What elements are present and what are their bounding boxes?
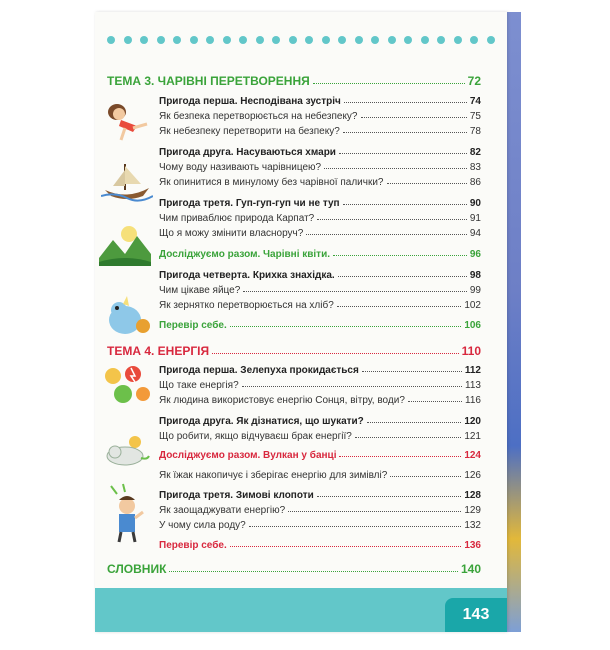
toc-leader-dots <box>355 430 462 438</box>
toc-page-number: 94 <box>469 228 481 239</box>
toc-page-number: 136 <box>464 540 481 551</box>
toc-entry[interactable] <box>159 198 481 213</box>
toc-entry[interactable] <box>159 213 481 228</box>
toc-entry[interactable] <box>159 505 481 520</box>
toc-title: Що робити, якщо відчуваєш брак енергії? <box>159 431 352 442</box>
toc-entry-check[interactable] <box>159 540 481 555</box>
energy-balls-illustration <box>101 364 153 410</box>
toc-entry[interactable] <box>159 270 481 285</box>
dragon-with-egg-illustration <box>103 292 153 338</box>
toc-title: Як безпека перетворюється на небезпеку? <box>159 111 358 122</box>
toc-title: Як небезпеку перетворити на безпеку? <box>159 126 340 137</box>
toc-page-number: 110 <box>461 344 481 358</box>
toc-title: У чому сила роду? <box>159 520 246 531</box>
toc-entry[interactable] <box>159 300 481 315</box>
toc-page-number: 74 <box>469 96 481 107</box>
toc-entry[interactable] <box>159 520 481 535</box>
toc-title: Пригода перша. Несподівана зустріч <box>159 96 341 107</box>
toc-leader-dots <box>249 519 462 527</box>
toc-page-number: 132 <box>464 520 481 531</box>
toc-entry[interactable] <box>159 228 481 243</box>
toc-leader-dots <box>306 227 467 235</box>
toc-page-number: 86 <box>469 177 481 188</box>
toc-page-number: 126 <box>464 470 481 481</box>
toc-title: СЛОВНИК <box>107 562 167 576</box>
toc-leader-dots <box>339 449 461 457</box>
toc-entry[interactable] <box>159 285 481 300</box>
girl-running-illustration <box>103 98 151 142</box>
toc-leader-dots <box>324 161 467 169</box>
toc-entry[interactable] <box>159 470 481 485</box>
toc-title: Досліджуємо разом. Чарівні квіти. <box>159 249 331 260</box>
toc-leader-dots <box>390 469 461 477</box>
toc-title: ТЕМА 4. ЕНЕРГІЯ <box>107 344 210 358</box>
toc-topic-4[interactable] <box>107 344 481 362</box>
toc-title: ТЕМА 3. ЧАРІВНІ ПЕРЕТВОРЕННЯ <box>107 74 310 88</box>
toc-title: Як зернятко перетворюється на хліб? <box>159 300 334 311</box>
decorative-dots-row <box>107 36 495 48</box>
toc-page-number: 90 <box>469 198 481 209</box>
toc-entry[interactable] <box>159 490 481 505</box>
sailing-ship-illustration <box>101 160 153 202</box>
boy-thinking-illustration <box>107 482 151 544</box>
toc-entry-explore[interactable] <box>159 450 481 465</box>
toc-entry[interactable] <box>159 126 481 141</box>
toc-title: Пригода четверта. Крихка знахідка. <box>159 270 335 281</box>
toc-title: Пригода друга. Як дізнатися, що шукати? <box>159 416 364 427</box>
book-edge-strip <box>507 12 521 632</box>
toc-page-number: 128 <box>464 490 481 501</box>
toc-page-number: 140 <box>460 562 481 576</box>
toc-page-number: 116 <box>465 395 481 406</box>
toc-page-number: 75 <box>469 111 481 122</box>
toc-title: Перевір себе. <box>159 320 227 331</box>
toc-leader-dots <box>313 76 465 84</box>
toc-title: Досліджуємо разом. Вулкан у банці <box>159 450 337 461</box>
toc-leader-dots <box>387 176 467 184</box>
toc-leader-dots <box>242 379 462 387</box>
toc-leader-dots <box>243 284 467 292</box>
toc-entry-explore[interactable] <box>159 249 481 264</box>
toc-title: Чому воду називають чарівницею? <box>159 162 322 173</box>
toc-entry[interactable] <box>159 177 481 192</box>
toc-leader-dots <box>212 346 459 354</box>
toc-entry[interactable] <box>159 111 481 126</box>
toc-page-number: 91 <box>469 213 481 224</box>
toc-glossary[interactable] <box>107 562 481 580</box>
toc-title: Пригода третя. Гуп-гуп-гуп чи не туп <box>159 198 340 209</box>
toc-page-number: 82 <box>469 147 481 158</box>
toc-title: Як людина використовує енергію Сонця, вітру, води? <box>159 395 405 406</box>
toc-leader-dots <box>288 504 461 512</box>
toc-title: Перевір себе. <box>159 540 227 551</box>
toc-page-number: 106 <box>464 320 481 331</box>
toc-title: Пригода друга. Насуваються хмари <box>159 147 336 158</box>
toc-topic-3[interactable] <box>107 74 481 92</box>
toc-leader-dots <box>343 125 467 133</box>
toc-leader-dots <box>343 197 467 205</box>
toc-title: Як заощаджувати енергію? <box>159 505 286 516</box>
toc-entry[interactable] <box>159 147 481 162</box>
toc-leader-dots <box>361 110 467 118</box>
toc-entry[interactable] <box>159 380 481 395</box>
toc-page-number: 124 <box>464 450 481 461</box>
toc-leader-dots <box>408 394 462 402</box>
toc-page-number: 99 <box>469 285 481 296</box>
toc-leader-dots <box>169 564 458 572</box>
book-page <box>95 12 507 632</box>
toc-title: Що я можу змінити власноруч? <box>159 228 304 239</box>
toc-page-number: 121 <box>464 431 481 442</box>
toc-page-number: 120 <box>464 416 481 427</box>
toc-title: Пригода перша. Зелепуха прокидається <box>159 365 359 376</box>
toc-leader-dots <box>338 269 467 277</box>
toc-entry-check[interactable] <box>159 320 481 335</box>
toc-title: Пригода третя. Зимові клопоти <box>159 490 314 501</box>
toc-page-number: 98 <box>469 270 481 281</box>
toc-page-number: 83 <box>469 162 481 173</box>
toc-title: Чим приваблює природа Карпат? <box>159 213 315 224</box>
toc-page-number: 96 <box>469 249 481 260</box>
toc-entry[interactable] <box>159 416 481 431</box>
carpathian-landscape-illustration <box>99 224 151 266</box>
toc-page-number: 113 <box>465 380 481 391</box>
toc-page-number: 129 <box>464 505 481 516</box>
toc-leader-dots <box>230 319 462 327</box>
toc-leader-dots <box>362 364 462 372</box>
toc-title: Як їжак накопичує і зберігає енергію для зимівлі? <box>159 470 388 481</box>
toc-entry[interactable] <box>159 365 481 380</box>
toc-entry[interactable] <box>159 395 481 410</box>
toc-title: Чим цікаве яйце? <box>159 285 241 296</box>
toc-title: Як опинитися в минулому без чарівної палички? <box>159 177 384 188</box>
toc-leader-dots <box>333 248 467 256</box>
toc-leader-dots <box>339 146 467 154</box>
toc-leader-dots <box>367 415 462 423</box>
toc-leader-dots <box>344 95 467 103</box>
toc-entry[interactable] <box>159 162 481 177</box>
page-number: 143 <box>445 598 507 632</box>
toc-title: Що таке енергія? <box>159 380 239 391</box>
toc-page-number: 78 <box>469 126 481 137</box>
toc-leader-dots <box>317 212 467 220</box>
toc-page-number: 72 <box>467 74 481 88</box>
toc-entry[interactable] <box>159 96 481 111</box>
toc-leader-dots <box>317 489 462 497</box>
cloud-with-sun-illustration <box>101 432 153 466</box>
toc-page-number: 102 <box>464 300 481 311</box>
toc-entry[interactable] <box>159 431 481 446</box>
toc-leader-dots <box>337 299 462 307</box>
toc-leader-dots <box>230 539 462 547</box>
toc-page-number: 112 <box>464 365 481 376</box>
